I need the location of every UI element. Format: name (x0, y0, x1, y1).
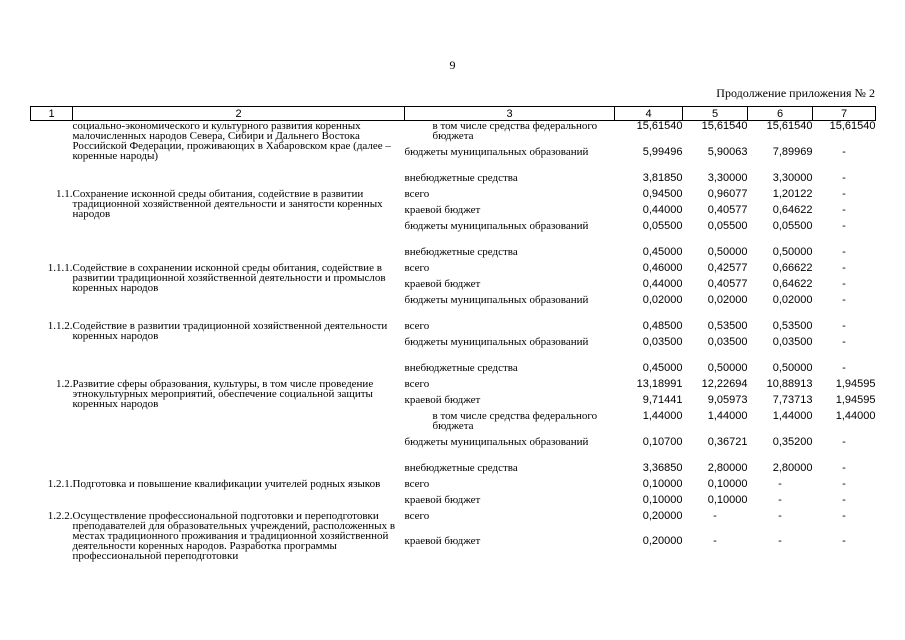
funding-source: в том числе средства федерального бюджета (432, 409, 598, 432)
funding-source: бюджеты муниципальных образований (404, 293, 589, 306)
value-col-5: 0,10000 (707, 477, 748, 490)
item-code (31, 121, 73, 189)
value-col-6: - (778, 534, 782, 547)
header-row (31, 107, 876, 121)
funding-source: всего (404, 187, 430, 200)
value-col-4: 1,44000 (642, 409, 683, 422)
funding-source: всего (404, 509, 430, 522)
item-code: 1.1.1. (47, 261, 73, 274)
value-col-5: 0,53500 (707, 319, 748, 332)
value-col-7: - (842, 219, 846, 232)
value-col-5: 0,96077 (707, 187, 748, 200)
value-col-5: 0,50000 (707, 361, 748, 374)
value-col-4: 0,45000 (642, 245, 683, 258)
value-col-6: 1,44000 (772, 409, 813, 422)
value-col-6: 0,35200 (772, 435, 813, 448)
value-col-5: 15,61540 (701, 120, 748, 132)
page-number: 9 (449, 58, 456, 72)
value-col-5: 0,40577 (707, 203, 748, 216)
item-name: социально-экономического и культурного развития коренных малочисленных народов Севера, Сибири и Дальнего Востока Российской Федерации, проживающих в Хабаровском крае (далее – коренные народы) (72, 120, 391, 162)
table-row (31, 511, 876, 536)
funding-source: краевой бюджет (404, 534, 481, 547)
value-col-7: - (842, 261, 846, 274)
item-name: Подготовка и повышение квалификации учителей родных языков (72, 477, 381, 490)
value-col-4: 0,44000 (642, 277, 683, 290)
value-col-6: 3,30000 (772, 171, 813, 184)
funding-source: всего (404, 319, 430, 332)
funding-source: всего (404, 261, 430, 274)
funding-source: внебюджетные средства (404, 245, 518, 258)
value-col-4: 15,61540 (636, 120, 683, 132)
value-col-5: - (713, 534, 717, 547)
header-col-1: 1 (31, 107, 73, 121)
header-col-4: 4 (615, 107, 683, 121)
value-col-5: 5,90063 (707, 145, 748, 158)
value-col-5: 12,22694 (701, 377, 748, 390)
value-col-6: 0,03500 (772, 335, 813, 348)
value-col-7: - (842, 435, 846, 448)
funding-source: бюджеты муниципальных образований (404, 435, 589, 448)
value-col-6: - (778, 493, 782, 506)
value-col-5: 2,80000 (707, 461, 748, 474)
value-col-7: - (842, 509, 846, 522)
value-col-6: 0,50000 (772, 245, 813, 258)
value-col-4: 0,46000 (642, 261, 683, 274)
continuation-note: Продолжение приложения № 2 (716, 86, 875, 100)
value-col-7: 15,61540 (829, 120, 876, 132)
funding-source: внебюджетные средства (404, 171, 518, 184)
table-row (31, 479, 876, 495)
value-col-4: 0,44000 (642, 203, 683, 216)
value-col-5: 0,40577 (707, 277, 748, 290)
value-col-6: 0,64622 (772, 277, 813, 290)
value-col-4: 5,99496 (642, 145, 683, 158)
value-col-6: 7,89969 (772, 145, 813, 158)
value-col-4: 0,10000 (642, 493, 683, 506)
value-col-7: - (842, 245, 846, 258)
funding-source: краевой бюджет (404, 393, 481, 406)
header-col-7: 7 (813, 107, 876, 121)
table-row (31, 321, 876, 337)
value-col-7: 1,44000 (835, 409, 876, 422)
table-row (31, 121, 876, 147)
header-col-2: 2 (73, 107, 405, 121)
item-name: Развитие сферы образования, культуры, в том числе проведение этнокультурных мероприятий, обеспечение социальной защиты коренных народов (72, 377, 374, 410)
value-col-7: - (842, 277, 846, 290)
value-col-4: 3,36850 (642, 461, 683, 474)
funding-source: краевой бюджет (404, 277, 481, 290)
value-col-4: 0,20000 (642, 509, 683, 522)
value-col-7: - (842, 461, 846, 474)
value-col-7: - (842, 534, 846, 547)
funding-source: всего (404, 477, 430, 490)
value-col-6: 0,53500 (772, 319, 813, 332)
value-col-7: - (842, 171, 846, 184)
value-col-7: - (842, 319, 846, 332)
header-col-6: 6 (748, 107, 813, 121)
value-col-4: 0,03500 (642, 335, 683, 348)
value-col-4: 0,10700 (642, 435, 683, 448)
value-col-6: 1,20122 (772, 187, 813, 200)
value-col-6: - (778, 509, 782, 522)
value-col-5: - (713, 509, 717, 522)
value-col-4: 0,45000 (642, 361, 683, 374)
funding-source: бюджеты муниципальных образований (404, 219, 589, 232)
value-col-6: 10,88913 (766, 377, 813, 390)
item-name: Содействие в развитии традиционной хозяйственной деятельности коренных народов (72, 319, 388, 342)
value-col-5: 3,30000 (707, 171, 748, 184)
header-col-5: 5 (683, 107, 748, 121)
item-name: Осуществление профессиональной подготовки и переподготовки преподавателей для образовательных учреждений, расположенных в местах традиционного проживания и традиционной хозяйственной деятельности коренных народов. Разработка программы профессиональной переподготовки (72, 509, 396, 562)
value-col-5: 0,42577 (707, 261, 748, 274)
value-col-6: 0,05500 (772, 219, 813, 232)
funding-source: внебюджетные средства (404, 461, 518, 474)
value-col-7: - (842, 493, 846, 506)
header-col-3: 3 (405, 107, 615, 121)
table-row (31, 189, 876, 205)
value-col-7: - (842, 145, 846, 158)
item-code: 1.1. (56, 187, 73, 200)
value-col-7: 1,94595 (835, 377, 876, 390)
item-code: 1.1.2. (47, 319, 73, 332)
value-col-6: 0,02000 (772, 293, 813, 306)
item-name: Сохранение исконной среды обитания, содействие в развитии традиционной хозяйственной деятельности и занятости коренных народов (72, 187, 383, 220)
table-row (31, 263, 876, 279)
value-col-4: 13,18991 (636, 377, 683, 390)
value-col-6: 0,66622 (772, 261, 813, 274)
funding-source: краевой бюджет (404, 493, 481, 506)
value-col-7: - (842, 335, 846, 348)
value-col-7: - (842, 293, 846, 306)
value-col-5: 0,03500 (707, 335, 748, 348)
value-col-4: 0,20000 (642, 534, 683, 547)
value-col-7: 1,94595 (835, 393, 876, 406)
value-col-4: 0,10000 (642, 477, 683, 490)
value-col-5: 0,50000 (707, 245, 748, 258)
value-col-5: 0,02000 (707, 293, 748, 306)
budget-table (30, 106, 876, 561)
value-col-6: 15,61540 (766, 120, 813, 132)
value-col-7: - (842, 187, 846, 200)
funding-source: бюджеты муниципальных образований (404, 335, 589, 348)
value-col-5: 9,05973 (707, 393, 748, 406)
value-col-6: 7,73713 (772, 393, 813, 406)
value-col-4: 0,48500 (642, 319, 683, 332)
value-col-7: - (842, 477, 846, 490)
value-col-4: 3,81850 (642, 171, 683, 184)
value-col-6: 2,80000 (772, 461, 813, 474)
funding-source: всего (404, 377, 430, 390)
value-col-7: - (842, 203, 846, 216)
value-col-6: - (778, 477, 782, 490)
funding-source: в том числе средства федерального бюджета (432, 120, 598, 142)
value-col-6: 0,50000 (772, 361, 813, 374)
value-col-4: 9,71441 (642, 393, 683, 406)
value-col-5: 0,10000 (707, 493, 748, 506)
value-col-5: 1,44000 (707, 409, 748, 422)
value-col-4: 0,02000 (642, 293, 683, 306)
value-col-6: 0,64622 (772, 203, 813, 216)
funding-source: бюджеты муниципальных образований (404, 145, 589, 158)
funding-source: внебюджетные средства (404, 361, 518, 374)
item-name: Содействие в сохранении исконной среды обитания, содействие в развитии традиционной хозяйственной деятельности и промыслов коренных народов (72, 261, 386, 294)
value-col-4: 0,05500 (642, 219, 683, 232)
value-col-7: - (842, 361, 846, 374)
value-col-5: 0,36721 (707, 435, 748, 448)
value-col-4: 0,94500 (642, 187, 683, 200)
table-row (31, 379, 876, 395)
item-code: 1.2.2. (47, 509, 73, 522)
funding-source: краевой бюджет (404, 203, 481, 216)
item-code: 1.2.1. (47, 477, 73, 490)
value-col-5: 0,05500 (707, 219, 748, 232)
item-code: 1.2. (56, 377, 73, 390)
